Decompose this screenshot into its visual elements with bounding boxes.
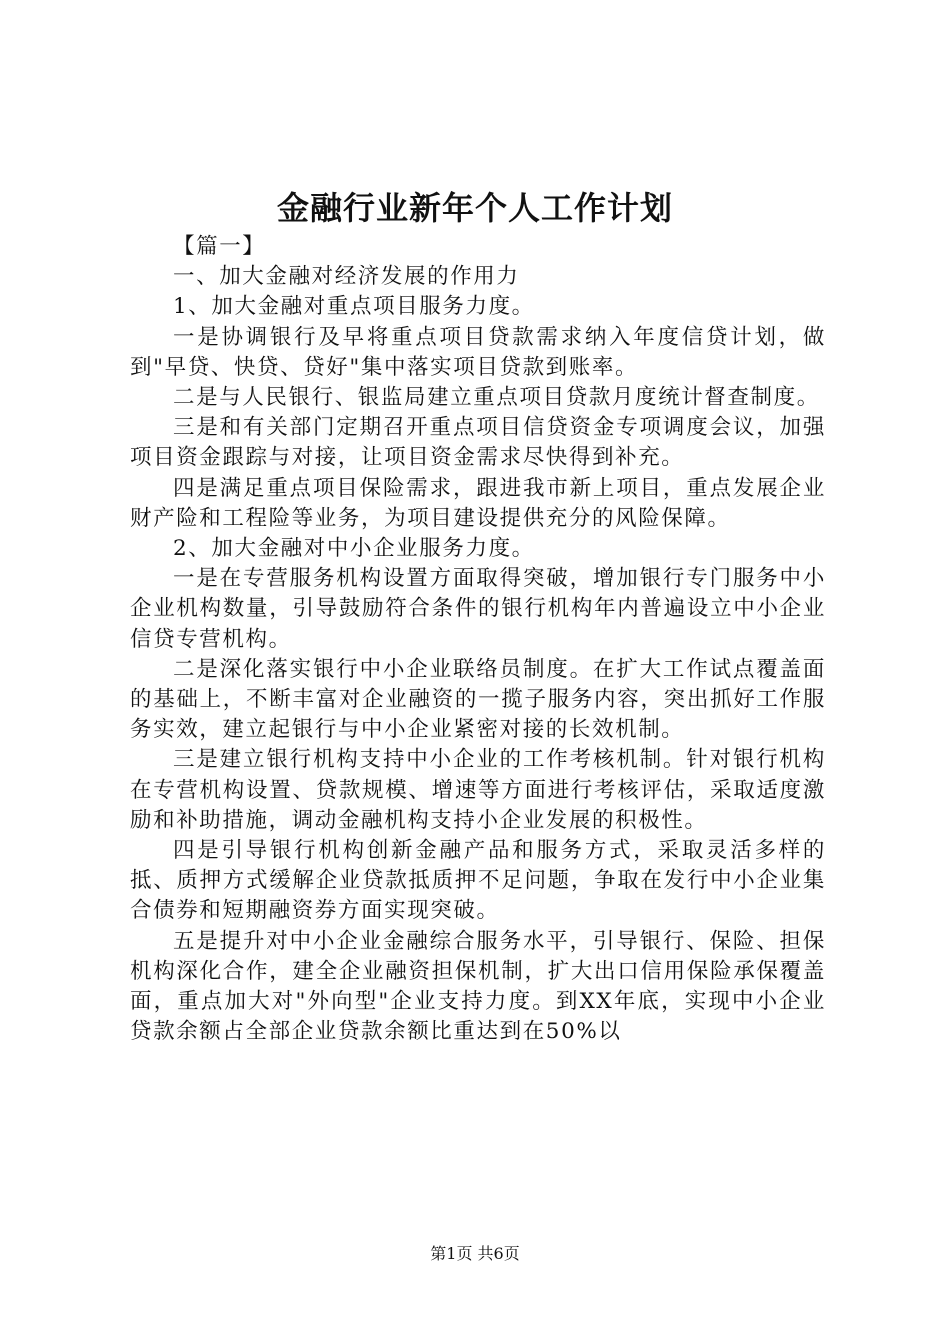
paragraph: 五是提升对中小企业金融综合服务水平，引导银行、保险、担保机构深化合作，建全企业融资担保机制，扩大出口信用保险承保覆盖面，重点加大对"外向型"企业支持力度。到XX年底，实现中小企业贷款余额占全部企业贷款余额比重达到在50%以 — [130, 928, 826, 1045]
paragraph: 一是协调银行及早将重点项目贷款需求纳入年度信贷计划，做到"早贷、快贷、贷好"集中落实项目贷款到账率。 — [130, 324, 826, 380]
document-body — [130, 232, 826, 1047]
paragraph: 二是深化落实银行中小企业联络员制度。在扩大工作试点覆盖面的基础上，不断丰富对企业融资的一揽子服务内容，突出抓好工作服务实效，建立起银行与中小企业紧密对接的长效机制。 — [130, 656, 826, 743]
paragraph: 一是在专营服务机构设置方面取得突破，增加银行专门服务中小企业机构数量，引导鼓励符合条件的银行机构年内普遍设立中小企业信贷专营机构。 — [130, 566, 826, 652]
paragraph: 三是建立银行机构支持中小企业的工作考核机制。针对银行机构在专营机构设置、贷款规模、增速等方面进行考核评估，采取适度激励和补助措施，调动金融机构支持小企业发展的积极性。 — [130, 747, 826, 833]
paragraph: 四是引导银行机构创新金融产品和服务方式，采取灵活多样的抵、质押方式缓解企业贷款抵质押不足问题，争取在发行中小企业集合债券和短期融资券方面实现突破。 — [130, 838, 826, 924]
paragraph: 四是满足重点项目保险需求，跟进我市新上项目，重点发展企业财产险和工程险等业务，为项目建设提供充分的风险保障。 — [130, 475, 826, 531]
document-title: 金融行业新年个人工作计划 — [276, 189, 673, 227]
paragraph: 三是和有关部门定期召开重点项目信贷资金专项调度会议，加强项目资金跟踪与对接，让项目资金需求尽快得到补充。 — [130, 415, 826, 471]
page-footer: 第1页 共6页 — [430, 1244, 520, 1263]
paragraph-heading-part: 【篇一】 — [173, 234, 266, 259]
paragraph-subheading-1: 1、加大金融对重点项目服务力度。 — [173, 294, 535, 320]
paragraph: 二是与人民银行、银监局建立重点项目贷款月度统计督查制度。 — [173, 385, 820, 411]
paragraph-section-heading: 一、加大金融对经济发展的作用力 — [173, 264, 520, 290]
paragraph-subheading-2: 2、加大金融对中小企业服务力度。 — [173, 536, 535, 562]
